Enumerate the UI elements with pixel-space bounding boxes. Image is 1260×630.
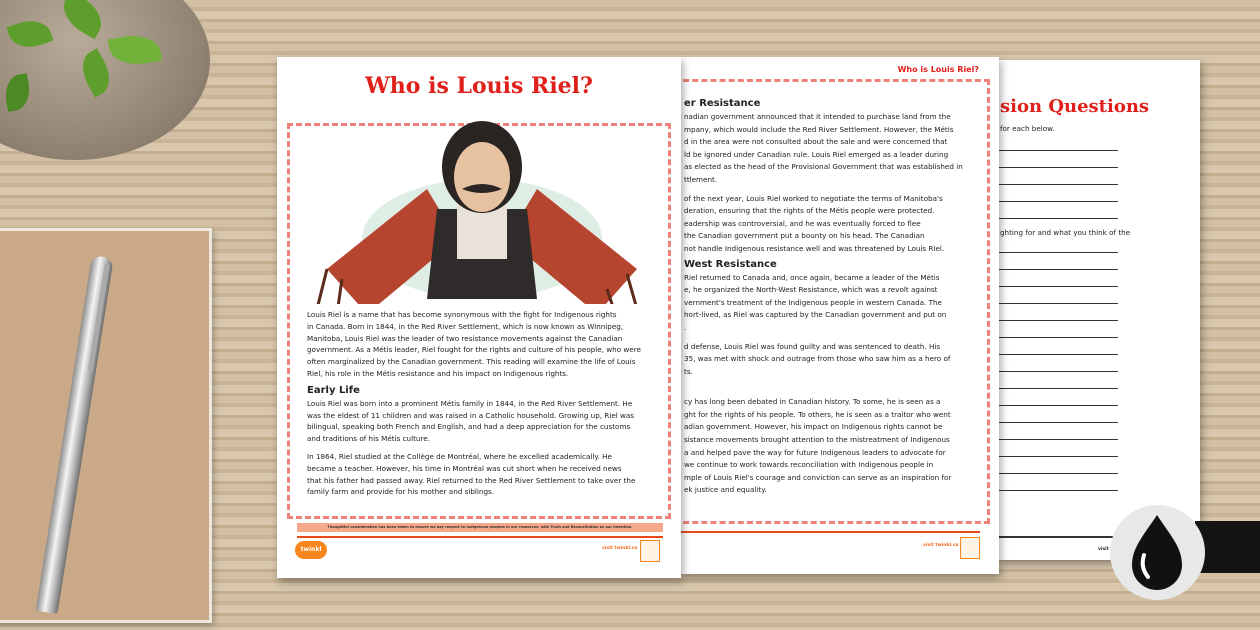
badge-logo	[960, 537, 980, 559]
page-header: Who is Louis Riel?	[897, 65, 979, 74]
worksheet-page-2	[680, 57, 999, 574]
section-heading: er Resistance	[684, 98, 761, 109]
worksheet-page-1	[277, 57, 681, 578]
ink-saver-badge	[1110, 505, 1205, 600]
footer-rule	[297, 536, 663, 538]
footer-rule	[680, 531, 980, 533]
section-heading: Early Life	[307, 384, 360, 396]
visit-link: visit twinkl.ca	[602, 546, 638, 551]
ink-drop-icon	[1110, 505, 1205, 600]
acknowledgement-banner: Thoughtful consideration has been taken to ensure we pay respect to Indigenous peoples in our resources, with Truth and Reconciliation as our intention.	[297, 523, 663, 532]
question-text: ghting for and what you think of the	[1000, 228, 1131, 237]
worksheet-page-3	[998, 60, 1200, 560]
visit-link: visit twinkl.ca	[923, 543, 959, 548]
page-title: sion Questions	[1000, 96, 1150, 117]
visit-link: visit	[1098, 547, 1109, 552]
louis-riel-illustration	[307, 99, 652, 304]
instruction-text: for each below.	[1000, 124, 1055, 133]
badge-logo	[640, 540, 660, 562]
page2-text: er Resistance nadian government announced that it intended to purchase land from the mpany, which would include the Red River Settlement. However, the Métis d in the area were not consulted about the sale and were concerned that ld be ignored under Canadian rule. Louis Riel emerged as a leader during as elected as the head of the Provisional Government that was established in ttlement. of the next year, Louis Riel worked to negotiate the terms of Manitoba's deration, ensuring that the rights of the Métis people were protected. eadership was controversial, and he was eventually forced to flee the Canadian government put a bounty on his head. The Canadian not handle Indigenous resistance well and was threatened by Louis Riel. West Resistance Riel returned to Canada and, once again, became a leader of the Métis e, he organized the North-West Resistance, which was a revolt against vernment's treatment of the Indigenous people in western Canada. The hort-lived, as Riel was captured by the Canadian government and put on . d defense, Louis Riel was found guilty and was sentenced to death. His 35, was met with shock and outrage from those who saw him as a hero of ts. cy has long been debated in Canadian history. To some, he is seen as a ght for the rights of his people. To others, he is seen as a traitor who went adian government. However, his impact on Indigenous rights cannot be sistance movements brought attention to the mistreatment of Indigenous a and helped pave the way for future Indigenous leaders to advocate for we continue to work towards reconciliation with Indigenous people in mple of Louis Riel's courage and conviction can serve as an inspiration for ek justice and equality.	[684, 97, 980, 497]
section-heading: West Resistance	[684, 258, 777, 270]
twinkl-logo: twinkl	[295, 541, 327, 559]
page-title: Who is Louis Riel?	[365, 73, 593, 99]
intro-paragraph: Louis Riel is a name that has become synonymous with the fight for Indigenous rights in Canada. Born in 1844, in the Red River Settlement, which is now known as Winnipeg, Manitoba, Louis Riel was the leader of two resistance movements against the Canadian government. As a Métis leader, Riel fought for the rights and culture of his people, who were often marginalized by the Canadian government. This reading will examine the life of Louis Riel, his role in the Métis resistance and his impact on Indigenous rights. Early Life Louis Riel was born into a prominent Métis family in 1844, in the Red River Settlement. He was the eldest of 11 children and was raised in a Catholic household. Growing up, Riel was bilingual, speaking both French and English, and had a deep appreciation for the customs and traditions of his Métis culture. In 1864, Riel studied at the Collège de Montréal, where he excelled academically. He became a teacher. However, his time in Montréal was cut short when he received news that his father had passed away. Riel returned to the Red River Settlement to take over the family farm and provide for his mother and siblings.	[307, 309, 659, 498]
